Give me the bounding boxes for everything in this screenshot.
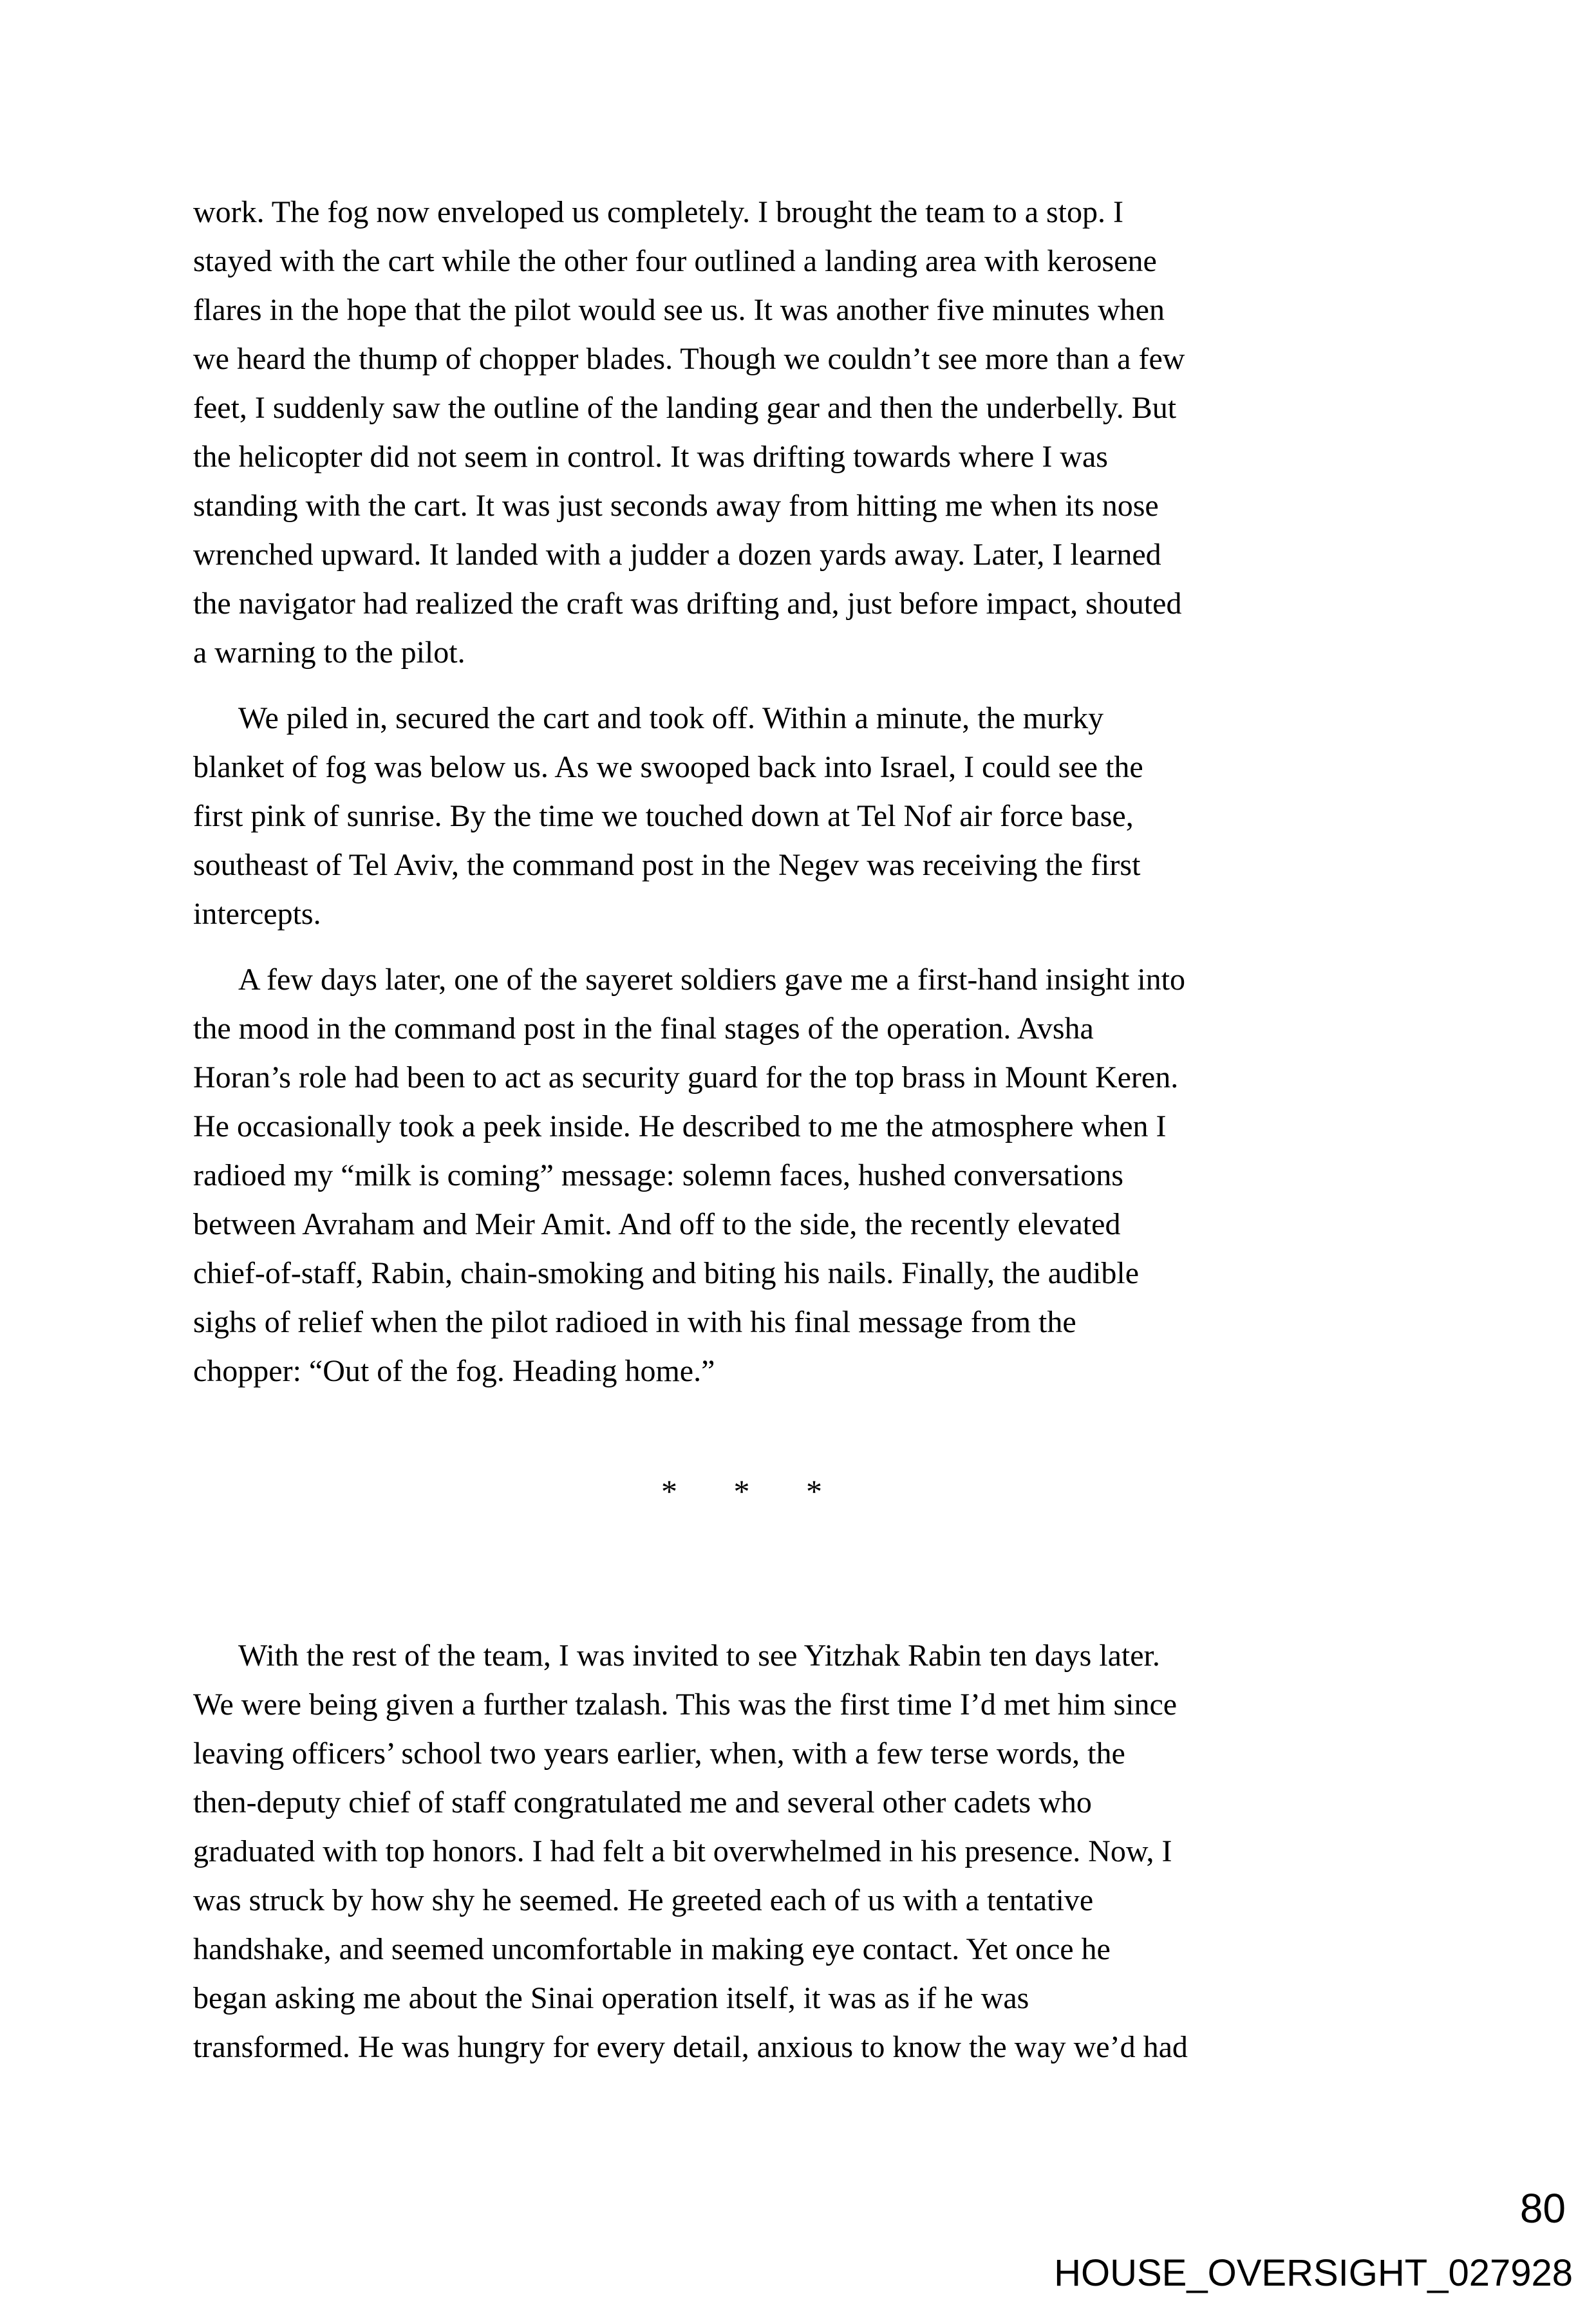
text-line: was struck by how shy he seemed. He greeted each of us with a tentative [193, 1883, 1094, 1917]
text-line: With the rest of the team, I was invited to see Yitzhak Rabin ten days later. [238, 1639, 1160, 1673]
text-line: handshake, and seemed uncomfortable in making eye contact. Yet once he [193, 1932, 1111, 1966]
text-line: the navigator had realized the craft was drifting and, just before impact, shouted [193, 587, 1182, 621]
text-line: blanket of fog was below us. As we swooped back into Israel, I could see the [193, 750, 1143, 784]
text-line: graduated with top honors. I had felt a bit overwhelmed in his presence. Now, I [193, 1834, 1172, 1868]
text-line: a warning to the pilot. [193, 635, 465, 670]
text-line: radioed my “milk is coming” message: solemn faces, hushed conversations [193, 1158, 1123, 1192]
text-line: the mood in the command post in the final stages of the operation. Avsha [193, 1011, 1094, 1046]
text-line: first pink of sunrise. By the time we touched down at Tel Nof air force base, [193, 799, 1134, 833]
text-line: wrenched upward. It landed with a judder a dozen yards away. Later, I learned [193, 538, 1161, 572]
text-line: stayed with the cart while the other four outlined a landing area with kerosene [193, 244, 1157, 278]
text-line: transformed. He was hungry for every detail, anxious to know the way we’d had [193, 2030, 1188, 2064]
text-line: work. The fog now enveloped us completely. I brought the team to a stop. I [193, 195, 1123, 229]
text-line: standing with the cart. It was just seconds away from hitting me when its nose [193, 489, 1159, 523]
text-line: we heard the thump of chopper blades. Though we couldn’t see more than a few [193, 342, 1185, 376]
paragraph [193, 955, 1436, 1396]
text-line: chief-of-staff, Rabin, chain-smoking and biting his nails. Finally, the audible [193, 1256, 1140, 1290]
paragraph [193, 188, 1436, 677]
text-line: leaving officers’ school two years earlier, when, with a few terse words, the [193, 1736, 1125, 1771]
text-line: We piled in, secured the cart and took off. Within a minute, the murky [238, 701, 1104, 735]
text-line: the helicopter did not seem in control. It was drifting towards where I was [193, 440, 1108, 474]
text-line: Horan’s role had been to act as security guard for the top brass in Mount Keren. [193, 1060, 1179, 1095]
bates-stamp: HOUSE_OVERSIGHT_027928 [1054, 2252, 1573, 2294]
text-line: He occasionally took a peek inside. He described to me the atmosphere when I [193, 1109, 1167, 1143]
text-line: sighs of relief when the pilot radioed in with his final message from the [193, 1305, 1076, 1339]
text-line: A few days later, one of the sayeret soldiers gave me a first-hand insight into [238, 963, 1185, 997]
text-line: began asking me about the Sinai operation itself, it was as if he was [193, 1981, 1029, 2015]
paragraph [193, 1631, 1436, 2072]
text-line: feet, I suddenly saw the outline of the landing gear and then the underbelly. But [193, 391, 1177, 425]
section-break-asterisks: * * * [661, 1473, 822, 1509]
text-line: We were being given a further tzalash. This was the first time I’d met him since [193, 1687, 1178, 1722]
body-text [193, 188, 1436, 2072]
text-line: between Avraham and Meir Amit. And off to the side, the recently elevated [193, 1207, 1121, 1241]
text-line: chopper: “Out of the fog. Heading home.” [193, 1354, 715, 1388]
paragraph [193, 694, 1436, 939]
page-number: 80 [1519, 2185, 1566, 2232]
text-line: flares in the hope that the pilot would see us. It was another five minutes when [193, 293, 1165, 327]
text-line: southeast of Tel Aviv, the command post in the Negev was receiving the first [193, 848, 1141, 882]
text-line: then-deputy chief of staff congratulated me and several other cadets who [193, 1785, 1092, 1819]
text-line: intercepts. [193, 897, 321, 931]
